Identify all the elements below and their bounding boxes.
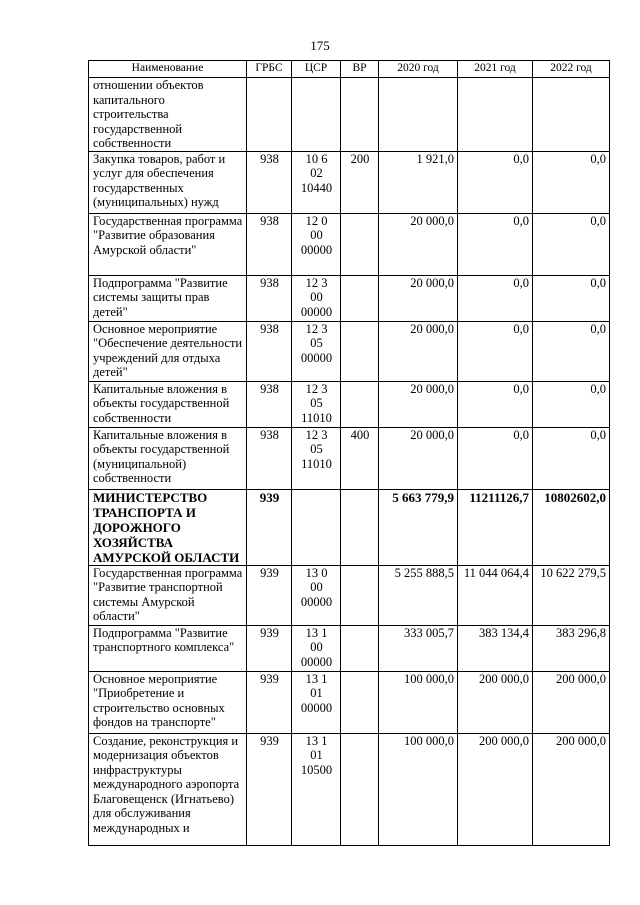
cell-year-2022	[533, 78, 610, 152]
table-row	[89, 671, 610, 733]
table-row	[89, 213, 610, 275]
cell-name: Подпрограмма "Развитие транспортного комплекса"	[89, 625, 247, 671]
cell-grbs: 939	[247, 565, 292, 625]
cell-year-2020: 5 255 888,5	[379, 565, 458, 625]
cell-name: Закупка товаров, работ и услуг для обеспечения государственных (муниципальных) нужд	[89, 151, 247, 213]
cell-grbs: 938	[247, 381, 292, 427]
cell-name: отношении объектов капитального строительства государственной собственности	[89, 78, 247, 152]
cell-csr	[292, 489, 341, 565]
cell-year-2021: 0,0	[458, 213, 533, 275]
header-year-2021: 2021 год	[458, 61, 533, 78]
cell-year-2021: 0,0	[458, 151, 533, 213]
cell-grbs	[247, 78, 292, 152]
cell-year-2021: 0,0	[458, 321, 533, 381]
cell-year-2020: 1 921,0	[379, 151, 458, 213]
cell-csr: 12 0 00 00000	[292, 213, 341, 275]
table-row	[89, 381, 610, 427]
cell-vr	[341, 381, 379, 427]
cell-csr: 13 1 01 00000	[292, 671, 341, 733]
header-vr: ВР	[341, 61, 379, 78]
cell-year-2021: 0,0	[458, 275, 533, 321]
cell-year-2021: 200 000,0	[458, 671, 533, 733]
cell-year-2021: 200 000,0	[458, 733, 533, 845]
cell-year-2021: 383 134,4	[458, 625, 533, 671]
cell-year-2021: 0,0	[458, 427, 533, 489]
cell-year-2021: 11 044 064,4	[458, 565, 533, 625]
cell-name: Создание, реконструкция и модернизация объектов инфраструктуры международного аэропорта Благовещенск (Игнатьево) для обслуживания международных и	[89, 733, 247, 845]
cell-year-2021: 0,0	[458, 381, 533, 427]
cell-csr: 13 0 00 00000	[292, 565, 341, 625]
cell-vr	[341, 565, 379, 625]
cell-grbs: 938	[247, 321, 292, 381]
cell-csr: 13 1 01 10500	[292, 733, 341, 845]
table-row	[89, 489, 610, 565]
cell-csr: 12 3 05 11010	[292, 427, 341, 489]
cell-csr: 12 3 05 11010	[292, 381, 341, 427]
cell-vr	[341, 275, 379, 321]
header-csr: ЦСР	[292, 61, 341, 78]
header-year-2022: 2022 год	[533, 61, 610, 78]
cell-name: Подпрограмма "Развитие системы защиты прав детей"	[89, 275, 247, 321]
cell-name: Государственная программа "Развитие образования Амурской области"	[89, 213, 247, 275]
cell-name: МИНИСТЕРСТВО ТРАНСПОРТА И ДОРОЖНОГО ХОЗЯЙСТВА АМУРСКОЙ ОБЛАСТИ	[89, 489, 247, 565]
cell-name: Государственная программа "Развитие транспортной системы Амурской области"	[89, 565, 247, 625]
header-name: Наименование	[89, 61, 247, 78]
cell-grbs: 938	[247, 213, 292, 275]
table-row	[89, 565, 610, 625]
cell-grbs: 938	[247, 151, 292, 213]
cell-year-2022: 0,0	[533, 321, 610, 381]
cell-year-2020: 5 663 779,9	[379, 489, 458, 565]
cell-grbs: 939	[247, 489, 292, 565]
cell-name: Основное мероприятие "Приобретение и строительство основных фондов на транспорте"	[89, 671, 247, 733]
cell-year-2022: 10 622 279,5	[533, 565, 610, 625]
budget-table	[88, 60, 610, 846]
cell-year-2022: 0,0	[533, 381, 610, 427]
cell-vr	[341, 213, 379, 275]
cell-year-2022: 0,0	[533, 275, 610, 321]
cell-grbs: 938	[247, 275, 292, 321]
cell-year-2020: 333 005,7	[379, 625, 458, 671]
cell-vr	[341, 733, 379, 845]
cell-year-2022: 383 296,8	[533, 625, 610, 671]
cell-year-2020: 20 000,0	[379, 321, 458, 381]
cell-csr: 12 3 05 00000	[292, 321, 341, 381]
table-row	[89, 427, 610, 489]
table-row	[89, 151, 610, 213]
table-row	[89, 733, 610, 845]
cell-year-2021	[458, 78, 533, 152]
cell-grbs: 938	[247, 427, 292, 489]
cell-year-2022: 200 000,0	[533, 733, 610, 845]
cell-year-2022: 10802602,0	[533, 489, 610, 565]
header-year-2020: 2020 год	[379, 61, 458, 78]
cell-year-2020: 20 000,0	[379, 275, 458, 321]
cell-vr	[341, 625, 379, 671]
cell-csr: 12 3 00 00000	[292, 275, 341, 321]
cell-vr: 200	[341, 151, 379, 213]
cell-name: Основное мероприятие "Обеспечение деятельности учреждений для отдыха детей"	[89, 321, 247, 381]
cell-csr	[292, 78, 341, 152]
cell-vr	[341, 78, 379, 152]
table-row	[89, 321, 610, 381]
cell-grbs: 939	[247, 625, 292, 671]
cell-year-2020: 20 000,0	[379, 213, 458, 275]
header-grbs: ГРБС	[247, 61, 292, 78]
cell-year-2020: 100 000,0	[379, 671, 458, 733]
cell-year-2021: 11211126,7	[458, 489, 533, 565]
cell-vr	[341, 489, 379, 565]
table-header-row	[89, 61, 610, 78]
cell-csr: 10 6 02 10440	[292, 151, 341, 213]
cell-year-2022: 0,0	[533, 427, 610, 489]
cell-year-2022: 0,0	[533, 151, 610, 213]
cell-csr: 13 1 00 00000	[292, 625, 341, 671]
cell-vr	[341, 671, 379, 733]
cell-year-2020: 100 000,0	[379, 733, 458, 845]
cell-grbs: 939	[247, 733, 292, 845]
table-row	[89, 625, 610, 671]
page-number: 175	[310, 38, 330, 53]
cell-year-2020: 20 000,0	[379, 427, 458, 489]
cell-year-2020	[379, 78, 458, 152]
cell-year-2020: 20 000,0	[379, 381, 458, 427]
table-row	[89, 275, 610, 321]
cell-grbs: 939	[247, 671, 292, 733]
cell-vr	[341, 321, 379, 381]
cell-name: Капитальные вложения в объекты государственной (муниципальной) собственности	[89, 427, 247, 489]
cell-year-2022: 0,0	[533, 213, 610, 275]
cell-year-2022: 200 000,0	[533, 671, 610, 733]
cell-name: Капитальные вложения в объекты государственной собственности	[89, 381, 247, 427]
cell-vr: 400	[341, 427, 379, 489]
table-body	[89, 78, 610, 846]
table-row	[89, 78, 610, 152]
